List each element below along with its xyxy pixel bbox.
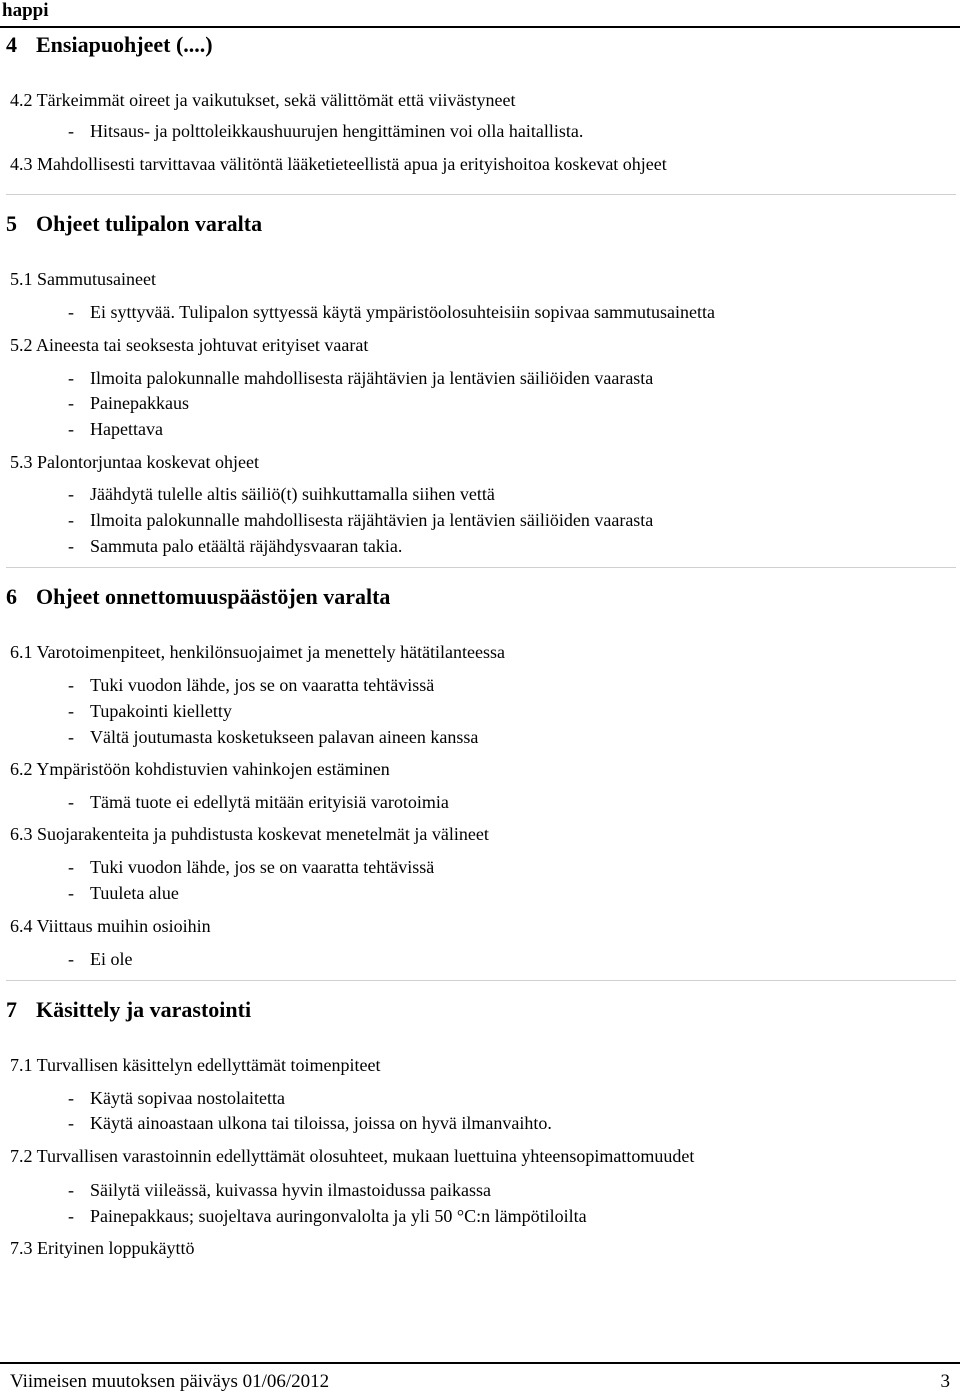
subsection-6-2: 6.2 Ympäristöön kohdistuvien vahinkojen estäminen — [10, 759, 390, 779]
list-item: - Ei syttyvää. Tulipalon syttyessä käytä ympäristöolosuhteisiin sopivaa sammutusainetta — [68, 302, 715, 322]
subsection-4-3: 4.3 Mahdollisesti tarvittavaa välitöntä lääketieteellistä apua ja erityishoitoa koskevat ohjeet — [10, 154, 667, 174]
page-footer — [0, 1362, 960, 1397]
section-6-heading — [6, 584, 390, 610]
list-item: - Jäähdytä tulelle altis säiliö(t) suihkuttamalla siihen vettä — [68, 484, 495, 504]
list-dash: - — [68, 536, 74, 556]
list-dash: - — [68, 121, 74, 141]
divider — [6, 567, 956, 568]
last-modified-date: Viimeisen muutoksen päiväys 01/06/2012 — [10, 1371, 330, 1392]
list-item: - Hitsaus- ja polttoleikkaushuurujen hengittäminen voi olla haitallista. — [68, 121, 584, 141]
section-6-title: Ohjeet onnettomuuspäästöjen varalta — [36, 584, 391, 609]
list-item: - Hapettava — [68, 419, 163, 439]
list-dash: - — [68, 857, 74, 877]
list-item: - Tämä tuote ei edellytä mitään erityisiä varotoimia — [68, 792, 449, 812]
section-7-title: Käsittely ja varastointi — [36, 997, 252, 1022]
subsection-4-2: 4.2 Tärkeimmät oireet ja vaikutukset, sekä välittömät että viivästyneet — [10, 90, 516, 110]
list-item: - Ei ole — [68, 949, 133, 969]
list-dash: - — [68, 510, 74, 530]
list-item: - Sammuta palo etäältä räjähdysvaaran takia. — [68, 536, 403, 556]
section-4-number: 4 — [6, 32, 17, 57]
section-4-title: Ensiapuohjeet (....) — [36, 32, 213, 57]
list-item: - Tuki vuodon lähde, jos se on vaaratta tehtävissä — [68, 675, 435, 695]
section-5-heading — [6, 211, 262, 237]
list-item: - Painepakkaus; suojeltava auringonvalolta ja yli 50 °C:n lämpötiloilta — [68, 1206, 587, 1226]
list-item: - Tuki vuodon lähde, jos se on vaaratta tehtävissä — [68, 857, 435, 877]
page-number: 3 — [940, 1371, 950, 1392]
subsection-7-1: 7.1 Turvallisen käsittelyn edellyttämät toimenpiteet — [10, 1055, 381, 1075]
section-5-number: 5 — [6, 211, 17, 236]
list-dash: - — [68, 701, 74, 721]
list-item: - Tupakointi kielletty — [68, 701, 232, 721]
list-item: - Ilmoita palokunnalle mahdollisesta räjähtävien ja lentävien säiliöiden vaarasta — [68, 368, 654, 388]
section-7-number: 7 — [6, 997, 17, 1022]
list-dash: - — [68, 302, 74, 322]
section-5-title: Ohjeet tulipalon varalta — [36, 211, 263, 236]
section-4-heading — [6, 32, 213, 58]
list-dash: - — [68, 1088, 74, 1108]
list-item: - Tuuleta alue — [68, 883, 179, 903]
list-item: - Käytä ainoastaan ulkona tai tiloissa, joissa on hyvä ilmanvaihto. — [68, 1113, 552, 1133]
list-item: - Käytä sopivaa nostolaitetta — [68, 1088, 285, 1108]
list-dash: - — [68, 883, 74, 903]
list-dash: - — [68, 792, 74, 812]
header-title: happi — [2, 0, 49, 21]
list-dash: - — [68, 1113, 74, 1133]
list-dash: - — [68, 675, 74, 695]
list-dash: - — [68, 368, 74, 388]
divider — [6, 194, 956, 195]
list-dash: - — [68, 419, 74, 439]
list-item: - Vältä joutumasta kosketukseen palavan aineen kanssa — [68, 727, 479, 747]
subsection-6-4: 6.4 Viittaus muihin osioihin — [10, 916, 211, 936]
section-6-number: 6 — [6, 584, 17, 609]
list-dash: - — [68, 484, 74, 504]
subsection-5-1: 5.1 Sammutusaineet — [10, 269, 156, 289]
page-header — [0, 0, 960, 28]
subsection-7-2: 7.2 Turvallisen varastoinnin edellyttämät olosuhteet, mukaan luettuina yhteensopimattomuudet — [10, 1146, 695, 1166]
subsection-6-1: 6.1 Varotoimenpiteet, henkilönsuojaimet ja menettely hätätilanteessa — [10, 642, 506, 662]
list-dash: - — [68, 727, 74, 747]
list-dash: - — [68, 1206, 74, 1226]
divider — [6, 980, 956, 981]
list-item: - Painepakkaus — [68, 393, 189, 413]
subsection-5-3: 5.3 Palontorjuntaa koskevat ohjeet — [10, 452, 259, 472]
subsection-6-3: 6.3 Suojarakenteita ja puhdistusta koskevat menetelmät ja välineet — [10, 824, 489, 844]
list-dash: - — [68, 393, 74, 413]
list-dash: - — [68, 1180, 74, 1200]
list-item: - Säilytä viileässä, kuivassa hyvin ilmastoidussa paikassa — [68, 1180, 491, 1200]
list-dash: - — [68, 949, 74, 969]
section-7-heading — [6, 997, 251, 1023]
subsection-5-2: 5.2 Aineesta tai seoksesta johtuvat erityiset vaarat — [10, 335, 369, 355]
list-item: - Ilmoita palokunnalle mahdollisesta räjähtävien ja lentävien säiliöiden vaarasta — [68, 510, 654, 530]
subsection-7-3: 7.3 Erityinen loppukäyttö — [10, 1238, 195, 1258]
